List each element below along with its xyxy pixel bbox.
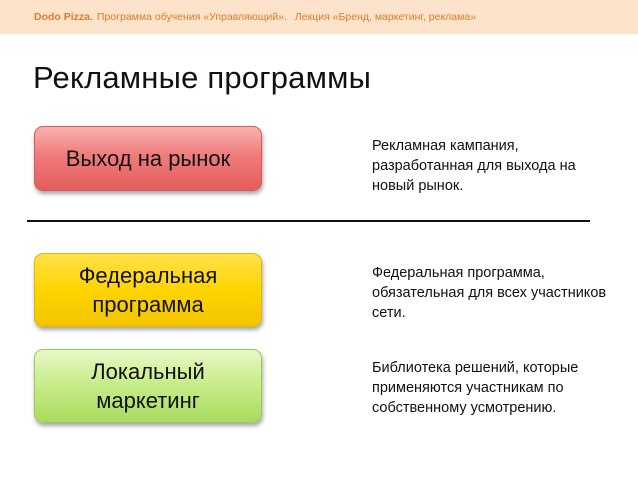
header-lecture: Лекция «Бренд, маркетинг, реклама» [294,11,477,23]
program-market-entry-description: Рекламная кампания, разработанная для выхода на новый рынок. [372,138,576,194]
slide-title: Рекламные программы [33,60,372,95]
program-market-entry-label: Выход на рынок [65,146,231,171]
program-federal-box [34,253,262,327]
program-federal-label: Федеральная программа [78,263,218,317]
section-divider [27,220,590,222]
header-brand: Dodo Pizza. [34,11,93,23]
program-local-description: Библиотека решений, которые применяются участникам по собственному усмотрению. [372,360,579,416]
header-bar [0,0,638,34]
header-program: Программа обучения «Управляющий». [96,11,287,23]
program-market-entry-box [34,126,262,191]
program-local-label: Локальный маркетинг [91,359,205,413]
program-local-box [34,349,262,423]
program-federal-description: Федеральная программа, обязательная для всех участников сети. [372,265,607,321]
